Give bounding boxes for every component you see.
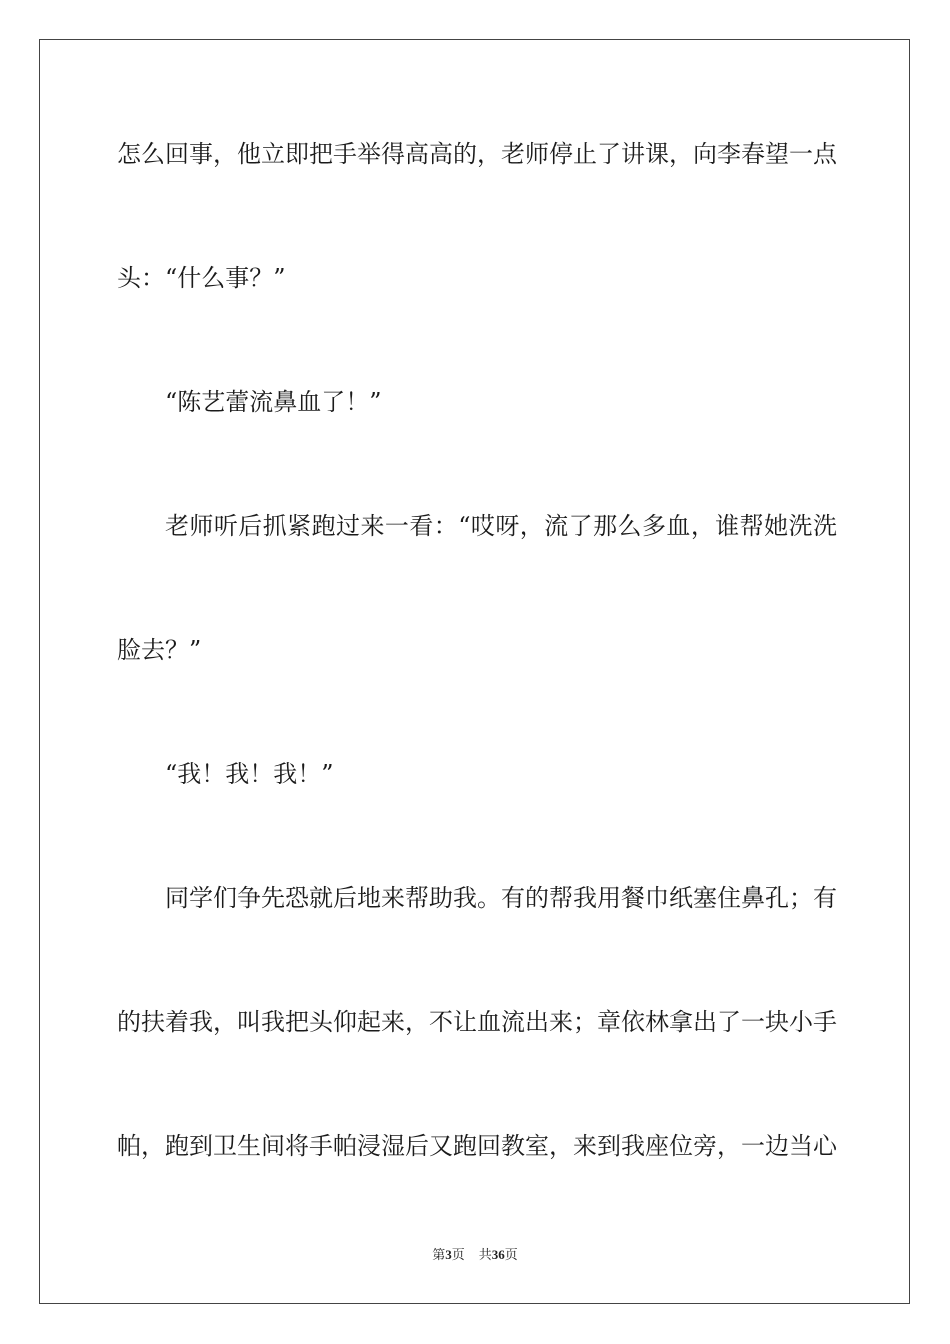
paragraph-line: “我！我！我！” <box>165 760 334 788</box>
page-number: 3 <box>445 1247 452 1262</box>
paragraph-line: 头：“什么事？” <box>117 264 286 292</box>
paragraph-line: 同学们争先恐就后地来帮助我。有的帮我用餐巾纸塞住鼻孔；有 <box>165 884 837 912</box>
total-suffix: 页 <box>504 1248 518 1263</box>
page-prefix: 第 <box>432 1248 446 1263</box>
paragraph-line: 怎么回事，他立即把手举得高高的，老师停止了讲课，向李春望一点 <box>117 140 837 168</box>
paragraph-line: 脸去？” <box>117 636 202 664</box>
page-border <box>39 39 910 1304</box>
total-pages: 36 <box>491 1247 505 1262</box>
total-prefix: 共 <box>478 1248 492 1263</box>
paragraph-line: 的扶着我，叫我把头仰起来，不让血流出来；章依林拿出了一块小手 <box>117 1008 837 1036</box>
paragraph-line: “陈艺蕾流鼻血了！” <box>165 388 382 416</box>
paragraph-line: 老师听后抓紧跑过来一看：“哎呀，流了那么多血，谁帮她洗洗 <box>165 512 837 540</box>
page-suffix: 页 <box>451 1248 465 1263</box>
paragraph-line: 帕，跑到卫生间将手帕浸湿后又跑回教室，来到我座位旁，一边当心 <box>117 1132 837 1160</box>
page-footer <box>0 1246 950 1265</box>
